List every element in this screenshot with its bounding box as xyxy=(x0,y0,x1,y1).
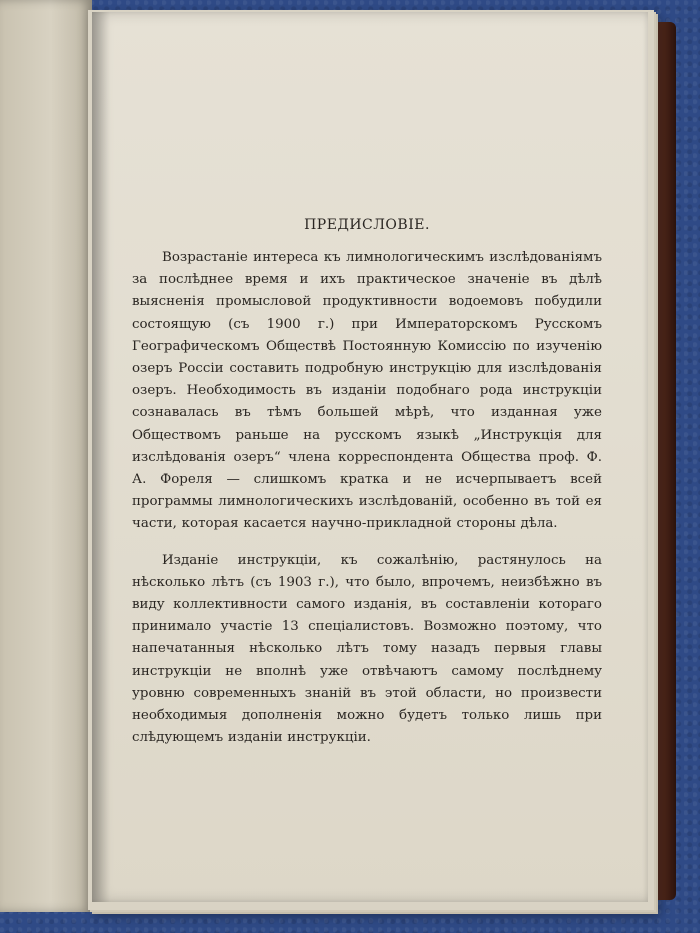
paragraph-1: Возрастаніе интереса къ лимнологическимъ изслѣдованіямъ за послѣднее время и ихъ практическое значеніе въ дѣлѣ выясненія промысловой продуктивности водоемовъ побудили состоящую (съ 1900 г.) при Императорскомъ Русскомъ Географическомъ Обществѣ Постоянную Комиссію по изученію озеръ Россіи составить подробную инструкцію для изслѣдованія озеръ. Необходимость въ изданіи подобнаго рода инструкціи сознавалась въ тѣмъ большей мѣрѣ, что изданная уже Обществомъ раньше на русскомъ языкѣ „Инструкція для изслѣдованія озеръ“ члена корреспондента Общества проф. Ф. А. Фореля — слишкомъ кратка и не исчерпываетъ всей программы лимнологическихъ изслѣдованій, особенно въ той ея части, которая касается научно-прикладной стороны дѣла. xyxy=(132,250,602,532)
gutter-shadow xyxy=(92,12,110,902)
book-page xyxy=(92,12,648,902)
paragraph-2: Изданіе инструкціи, къ сожалѣнію, растянулось на нѣсколько лѣтъ (съ 1903 г.), что было, впрочемъ, неизбѣжно въ виду коллективности самого изданія, въ составленіи котораго принимало участіе 13 спеціалистовъ. Возможно поэтому, что напечатанныя нѣсколько лѣтъ тому назадъ первыя главы инструкціи не вполнѣ уже отвѣчаютъ самому послѣднему уровню современныхъ знаній въ этой области, но произвести необходимыя дополненія можно будетъ только лишь при слѣдующемъ изданіи инструкціи. xyxy=(132,552,602,746)
page-content xyxy=(132,217,602,763)
left-page xyxy=(0,0,92,912)
page-title: ПРЕДИСЛОВІЕ. xyxy=(304,217,430,233)
